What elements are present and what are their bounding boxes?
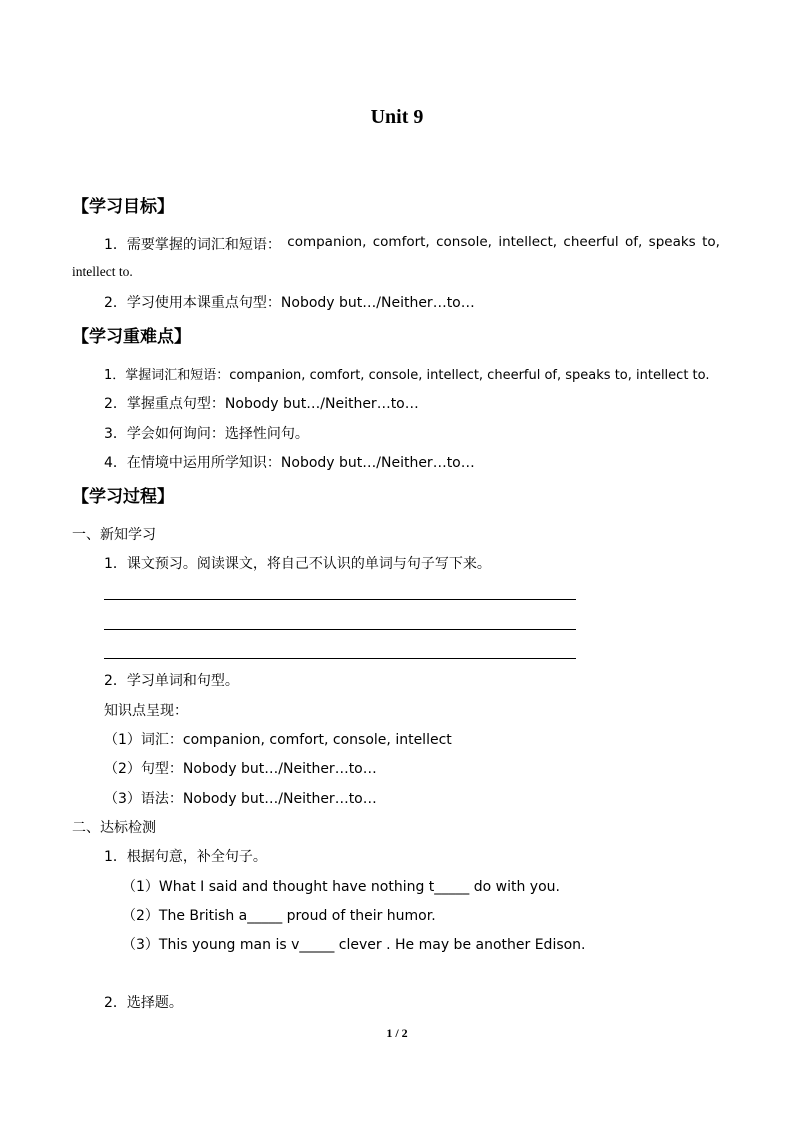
key-point-item-3: 3．学会如何询问：选择性问句。 (104, 426, 309, 442)
vocabulary-line: （1）词汇：companion, comfort, console, intellect (104, 732, 452, 748)
objective-word: of, (624, 234, 643, 250)
part-2-item-1: 1．根据句意，补全句子。 (104, 849, 267, 865)
part-1-heading: 一、新知学习 (72, 527, 156, 543)
fill-in-question-2: （2）The British a_____ proud of their humor. (122, 908, 436, 924)
page-title: Unit 9 (370, 106, 424, 128)
objective-word: console, (436, 234, 492, 250)
section-heading-objectives: 【学习目标】 (72, 197, 174, 217)
key-point-item-2: 2．掌握重点句型：Nobody but…/Neither…to… (104, 396, 419, 412)
part-1-item-1: 1．课文预习。阅读课文，将自己不认识的单词与句子写下来。 (104, 556, 491, 572)
fill-in-question-3: （3）This young man is v_____ clever . He may be another Edison. (122, 937, 586, 953)
objective-word: companion, (287, 234, 367, 250)
answer-line[interactable] (104, 599, 576, 600)
answer-line[interactable] (104, 658, 576, 659)
section-heading-process: 【学习过程】 (72, 487, 174, 507)
answer-line[interactable] (104, 629, 576, 630)
part-2-item-2: 2．选择题。 (104, 995, 183, 1011)
objective-item-1-continued: intellect to. (72, 264, 133, 279)
section-heading-key-points: 【学习重难点】 (72, 327, 191, 347)
objective-item-1 (104, 234, 720, 254)
grammar-line: （3）语法：Nobody but…/Neither…to… (104, 791, 377, 807)
objective-word: comfort, (372, 234, 430, 250)
sentence-pattern-line: （2）句型：Nobody but…/Neither…to… (104, 761, 377, 777)
part-2-heading: 二、达标检测 (72, 820, 156, 836)
key-point-item-4: 4．在情境中运用所学知识：Nobody but…/Neither…to… (104, 455, 475, 471)
page-number: 1 / 2 (386, 1026, 408, 1040)
knowledge-label: 知识点呈现： (104, 703, 188, 719)
objective-word: cheerful (563, 234, 619, 250)
objective-word: speaks (648, 234, 696, 250)
fill-in-question-1: （1）What I said and thought have nothing t_____ do with you. (122, 879, 560, 895)
part-1-item-2: 2．学习单词和句型。 (104, 673, 239, 689)
objective-word: intellect, (498, 234, 558, 250)
objective-item-1-prefix: 1．需要掌握的词汇和短语： (104, 237, 281, 253)
key-point-item-1: 1．掌握词汇和短语：companion, comfort, console, intellect, cheerful of, speaks to, intellect to. (104, 368, 710, 383)
objective-word: to, (702, 234, 720, 250)
objective-item-2: 2．学习使用本课重点句型：Nobody but…/Neither…to… (104, 295, 475, 311)
